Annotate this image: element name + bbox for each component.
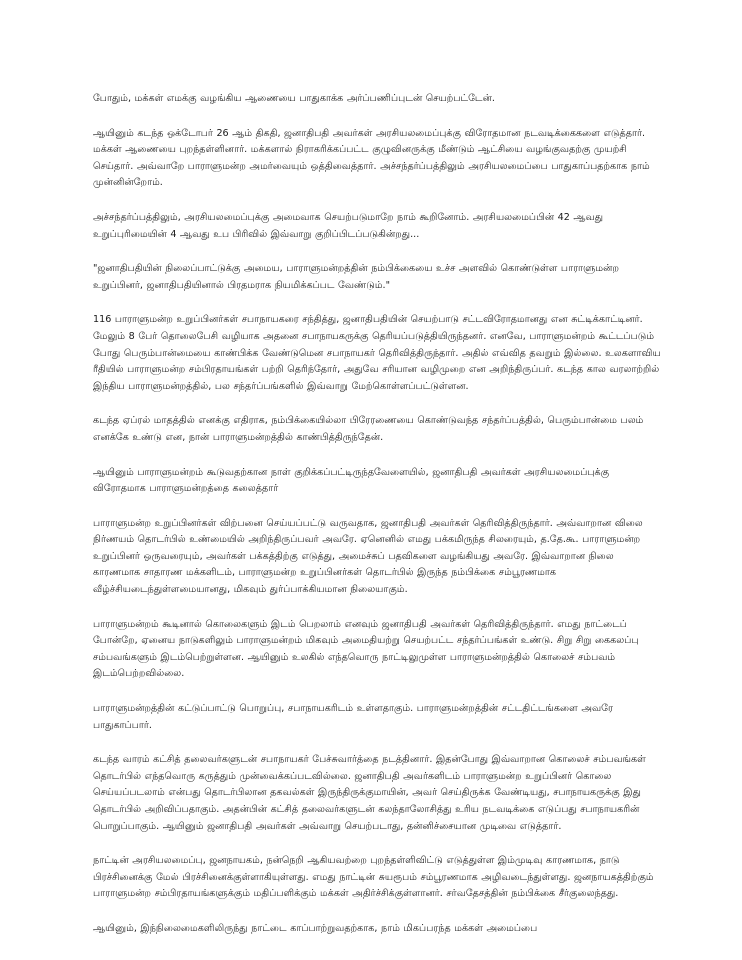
paragraph-9: பாராளுமன்றம் கூடினால் கொலைகளும் இடம் பெறலாம் எனவும் ஜனாதிபதி அவர்கள் தெரிவித்திருந்தார். எமது நாட்டைப் போன்றே, ஏனைய நாடுகளிலும் பாராளுமன்றம் மிகவும் அமைதியற்று செயற்பட்ட சந்தர்ப்பங்கள் உண்டு. சிறு சிறு கைகலப்பு சம்பவங்களும் இடம்பெற்றுள்ளன. ஆயினும் உலகில் எந்தவொரு நாட்டிலுமுள்ள பாராளுமன்றத்தில் கொலைச் சம்பவம் இடம்பெற்றவில்லை.	[93, 618, 639, 680]
paragraph-3: அச்சந்தர்ப்பத்திலும், அரசியலமைப்புக்கு அமைவாக செயற்படுமாறே நாம் கூறினோம். அரசியலமைப்பின் 42 ஆவது உறுப்புரிமையின் 4 ஆவது உப பிரிவில் இவ்வாறு குறிப்பிடப்படுகின்றது...	[93, 211, 604, 240]
paragraph-2: ஆயினும் கடந்த ஒக்டோபர் 26 ஆம் திகதி, ஜனாதிபதி அவர்கள் அரசியலமைப்புக்கு விரோதமான நடவடிக்கைகளை எடுத்தார். மக்கள் ஆணையை புறந்தள்ளினார். மக்களால் நிராகரிக்கப்பட்ட குழுவினருக்கு மீண்டும் ஆட்சியை வழங்குவதற்கு முயற்சி செய்தார். அவ்வாறே பாராளுமன்ற அமர்வையும் ஒத்திவைத்தார். அச்சந்தர்ப்பத்திலும் அரசியலமைப்பை பாதுகாப்பதற்காக நாம் முன்னின்றோம்.	[93, 127, 650, 189]
paragraph-13: ஆயினும், இந்நிலைமைகளிலிருந்து நாட்டை காப்பாற்றுவதற்காக, நாம் மிகப்பரந்த மக்கள் அமைப்பை	[93, 922, 538, 934]
paragraph-11: கடந்த வாரம் கட்சித் தலைவர்களுடன் சபாநாயகர் பேச்சுவார்த்தை நடத்தினார். இதன்போது இவ்வாறான கொலைச் சம்பவங்கள் தொடர்பில் எந்தவொரு கருத்தும் முன்வைக்கப்படவில்லை. ஜனாதிபதி அவர்களிடம் பாராளுமன்ற உறுப்பினர் கொலை செய்யப்படலாம் என்பது தொடர்பிலான தகவல்கள் இருந்திருக்குமாயின், அவர் செய்திருக்க வேண்டியது, சபாநாயகருக்கு இது தொடர்பில் அறிவிப்பதாகும். அதன்பின் கட்சித் தலைவர்களுடன் கலந்தாலோசித்து உரிய நடவடிக்கை எடுப்பது சபாநாயகரின் பொறுப்பாகும். ஆயினும் ஜனாதிபதி அவர்கள் அவ்வாறு செயற்படாது, தன்னிச்சையான முடிவை எடுத்தார்.	[93, 754, 646, 832]
paragraph-6: கடந்த ஏப்ரல் மாதத்தில் எனக்கு எதிராக, நம்பிக்கையில்லா பிரேரணையை கொண்டுவந்த சந்தர்ப்பத்தில், பெரும்பான்மை பலம் எனக்கே உண்டு என, நான் பாராளுமன்றத்தில் காண்பித்திருந்தேன்.	[93, 415, 644, 443]
paragraph-5: 116 பாராளுமன்ற உறுப்பினர்கள் சபாநாயகரை சந்தித்து, ஜனாதிபதியின் செயற்பாடு சட்டவிரோதமானது என சுட்டிக்காட்டினர். மேலும் 8 பேர் தொலைபேசி வழியாக அதனை சபாநாயகருக்கு தெரியப்படுத்தியிருந்தனர். எனவே, பாராளுமன்றம் கூட்டப்படும் போது பெரும்பான்மையை காண்பிக்க வேண்டுமென சபாநாயகர் தெரிவித்திருந்தார். அதில் எவ்வித தவறும் இல்லை. உலகளாவிய ரீதியில் பாராளுமன்ற சம்பிரதாயங்கள் பற்றி தெரிந்தோர், அதுவே சரியான வழிமுறை என அறிந்திருப்பர். கடந்த கால வரலாற்றில் இந்திய பாராளுமன்றத்தில், பல சந்தர்ப்பங்களில் இவ்வாறு மேற்கொள்ளப்பட்டுள்ளன.	[93, 314, 661, 392]
paragraph-12: நாட்டின் அரசியலமைப்பு, ஜனநாயகம், நன்நெறி ஆகியவற்றை புறந்தள்ளிவிட்டு எடுத்துள்ள இம்முடிவு காரணமாக, நாடு பிரச்சினைக்கு மேல் பிரச்சினைக்குள்ளாகியுள்ளது. எமது நாட்டின் சுயரூபம் சம்பூரணமாக அழிவடைந்துள்ளது. ஜனநாயகத்திற்கும் பாராளுமன்ற சம்பிரதாயங்களுக்கும் மதிப்பளிக்கும் மக்கள் அதிர்ச்சிக்குள்ளானர். சர்வதேசத்தின் நம்பிக்கை சீர்குலைந்தது.	[93, 855, 654, 900]
paragraph-1: போதும், மக்கள் எமக்கு வழங்கிய ஆணையை பாதுகாக்க அர்ப்பணிப்புடன் செயற்பட்டேன்.	[93, 93, 495, 104]
paragraph-10: பாராளுமன்றத்தின் கட்டுப்பாட்டு பொறுப்பு, சபாநாயகரிடம் உள்ளதாகும். பாராளுமன்றத்தின் சட்டதிட்டங்களை அவரே பாதுகாப்பார்.	[93, 703, 613, 731]
paragraph-4-quote: "ஜனாதிபதியின் நிலைப்பாட்டுக்கு அமைய, பாராளுமன்றத்தின் நம்பிக்கையை உச்ச அளவில் கொண்டுள்ள பாராளுமன்ற உறுப்பினர், ஜனாதிபதியினால் பிரதமராக நியமிக்கப்பட வேண்டும்."	[93, 263, 619, 291]
paragraph-8: பாராளுமன்ற உறுப்பினர்கள் விற்பனை செய்யப்பட்டு வருவதாக, ஜனாதிபதி அவர்கள் தெரிவித்திருந்தார். அவ்வாறான விலை நிர்ணயம் தொடர்பில் உண்மையில் அறிந்திருப்பவர் அவரே. ஏனெனில் எமது பக்கமிருந்த சிலரையும், த.தே.கூ. பாராளுமன்ற உறுப்பினர் ஒருவரையும், அவர்கள் பக்கத்திற்கு எடுத்து, அமைச்சுப் பதவிகளை வழங்கியது அவரே. இவ்வாறான நிலை காரணமாக சாதாரண மக்களிடம், பாராளுமன்ற உறுப்பினர்கள் தொடர்பில் இருந்த நம்பிக்கை சம்பூரணமாக வீழ்ச்சியடைந்துள்ளமையானது, மிகவும் துர்ப்பாக்கியமான நிலையாகும்.	[93, 517, 643, 596]
document-body	[93, 91, 663, 956]
paragraph-7: ஆயினும் பாராளுமன்றம் கூடுவதற்கான நாள் குறிக்கப்பட்டிருந்தவேளையில், ஜனாதிபதி அவர்கள் அரசியலமைப்புக்கு விரோதமாக பாராளுமன்றத்தை கலைத்தார்	[93, 466, 610, 495]
